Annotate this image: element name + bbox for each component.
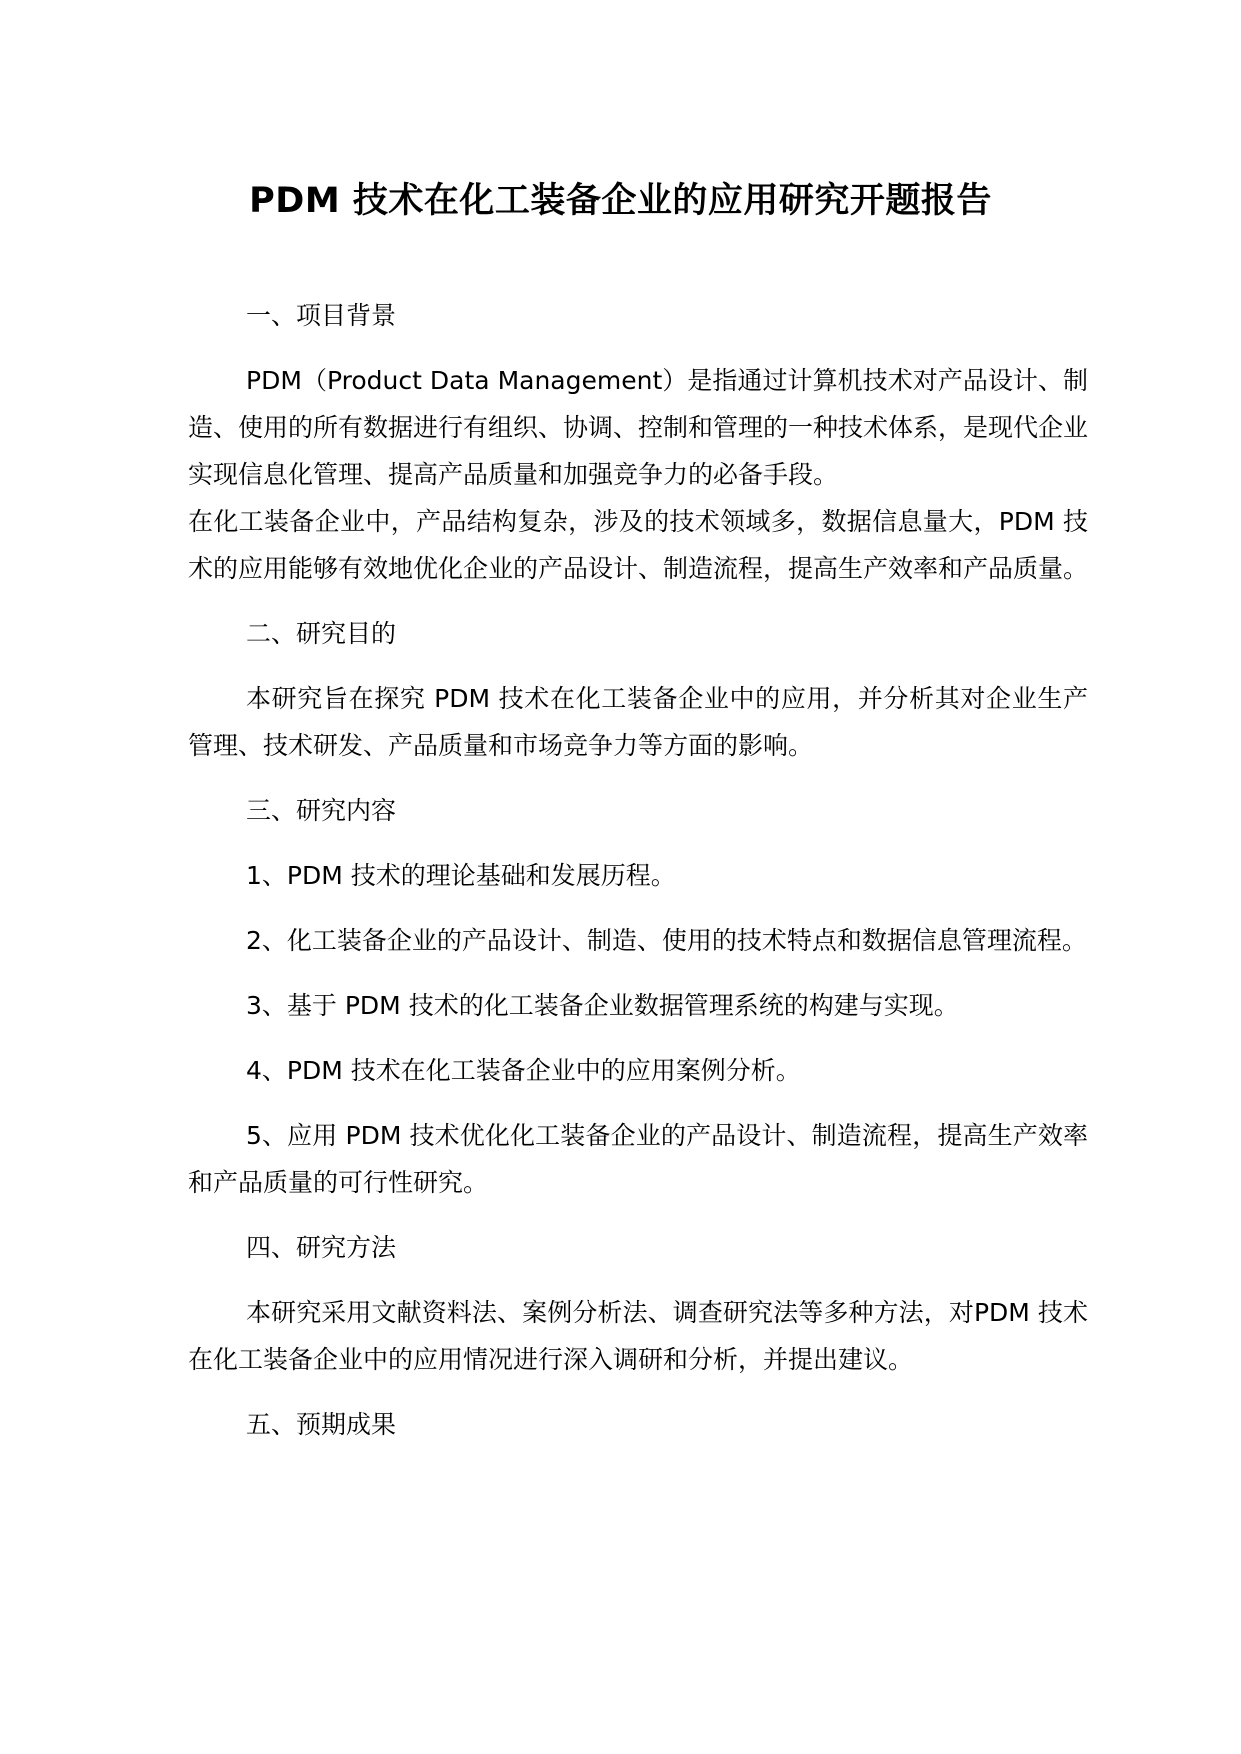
content-item-5: 5、应用 PDM 技术优化化工装备企业的产品设计、制造流程，提高生产效率和产品质量的可行性研究。 [188, 1121, 1088, 1197]
content-item-3: 3、基于 PDM 技术的化工装备企业数据管理系统的构建与实现。 [246, 991, 959, 1020]
content-item-1: 1、PDM 技术的理论基础和发展历程。 [246, 861, 676, 890]
background-paragraph-2: 在化工装备企业中，产品结构复杂，涉及的技术领域多，数据信息量大，PDM 技术的应用能够有效地优化企业的产品设计、制造流程，提高生产效率和产品质量。 [188, 507, 1089, 583]
section-heading-method: 四、研究方法 [246, 1233, 397, 1262]
section-heading-content: 三、研究内容 [246, 796, 397, 825]
content-item-4: 4、PDM 技术在化工装备企业中的应用案例分析。 [246, 1056, 801, 1085]
section-heading-outcome: 五、预期成果 [246, 1410, 397, 1439]
content-item-2: 2、化工装备企业的产品设计、制造、使用的技术特点和数据信息管理流程。 [246, 926, 1087, 955]
background-paragraph-1: PDM（Product Data Management）是指通过计算机技术对产品设计、制造、使用的所有数据进行有组织、协调、控制和管理的一种技术体系，是现代企业实现信息化管理、提高产品质量和加强竞争力的必备手段。 [188, 366, 1089, 489]
section-heading-background: 一、项目背景 [246, 301, 397, 330]
section-heading-purpose: 二、研究目的 [246, 619, 397, 648]
method-paragraph: 本研究采用文献资料法、案例分析法、调查研究法等多种方法，对PDM 技术在化工装备企业中的应用情况进行深入调研和分析，并提出建议。 [188, 1298, 1088, 1374]
document-body [188, 292, 1088, 1466]
purpose-paragraph: 本研究旨在探究 PDM 技术在化工装备企业中的应用，并分析其对企业生产管理、技术研发、产品质量和市场竞争力等方面的影响。 [188, 684, 1088, 760]
document-title: PDM 技术在化工装备企业的应用研究开题报告 [249, 181, 992, 221]
